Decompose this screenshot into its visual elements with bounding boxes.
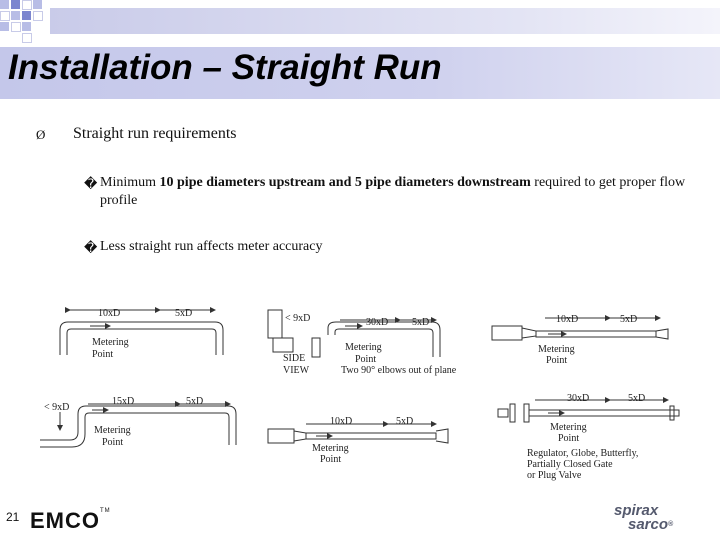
d6-upstream-label: 30xD bbox=[567, 393, 590, 404]
decor-square bbox=[22, 22, 31, 31]
sub-bullet-1-bold: 10 pipe diameters upstream and 5 pipe diameters downstream bbox=[159, 175, 531, 190]
d1-upstream-label: 10xD bbox=[98, 308, 121, 319]
emco-logo-text: EMCO bbox=[30, 508, 100, 533]
d3-metering-label: Metering bbox=[538, 344, 575, 355]
d2-elbow-label: < 9xD bbox=[285, 313, 311, 324]
spirax-sarco-logo bbox=[614, 504, 673, 532]
d1-downstream-label: 5xD bbox=[175, 308, 193, 319]
d6-note-2: Partially Closed Gate bbox=[527, 459, 613, 470]
d5-downstream-label: 5xD bbox=[396, 416, 414, 427]
emco-trademark: TM bbox=[100, 508, 111, 514]
d6-note-3: or Plug Valve bbox=[527, 470, 582, 481]
decor-square bbox=[22, 33, 32, 43]
spirax-logo-line1: spirax bbox=[614, 502, 659, 519]
d6-note-1: Regulator, Globe, Butterfly, bbox=[527, 448, 639, 459]
d2-view-label: VIEW bbox=[283, 365, 310, 376]
spirax-logo-line2: sarco bbox=[628, 516, 669, 533]
decor-square bbox=[0, 22, 9, 31]
decor-square bbox=[22, 11, 31, 20]
pipe-diagrams bbox=[0, 290, 720, 500]
d6-point-label: Point bbox=[558, 433, 580, 444]
d4-elbow-label: < 9xD bbox=[44, 402, 70, 413]
d1-point-label: Point bbox=[92, 349, 114, 360]
sub-bullet-1 bbox=[100, 174, 700, 210]
d4-upstream-label: 15xD bbox=[112, 396, 135, 407]
decor-square bbox=[0, 0, 9, 9]
checkbox-bullet-icon: � bbox=[84, 240, 98, 255]
sub-bullet-1-pre: Minimum bbox=[100, 175, 160, 190]
d2-upstream-label: 30xD bbox=[366, 317, 389, 328]
slide-title: Installation – Straight Run bbox=[8, 48, 442, 87]
d4-point-label: Point bbox=[102, 437, 124, 448]
spirax-registered: ® bbox=[668, 521, 674, 528]
title-top-band bbox=[50, 8, 720, 34]
d1-metering-label: Metering bbox=[92, 337, 129, 348]
decor-square bbox=[11, 22, 21, 32]
diagram-single-elbow bbox=[60, 310, 223, 355]
decor-square bbox=[33, 11, 43, 21]
d5-point-label: Point bbox=[320, 454, 342, 465]
decor-square bbox=[11, 11, 20, 20]
emco-logo bbox=[30, 508, 111, 534]
page-number: 21 bbox=[6, 510, 20, 524]
diagram-reducer bbox=[492, 318, 668, 340]
diagram-close-elbow bbox=[40, 404, 236, 447]
bullet-main-text: Straight run requirements bbox=[73, 125, 237, 142]
diagram-expander bbox=[268, 424, 448, 443]
decor-square bbox=[33, 0, 42, 9]
d2-metering-label: Metering bbox=[345, 342, 382, 353]
d2-downstream-label: 5xD bbox=[412, 317, 430, 328]
d2-point-label: Point bbox=[355, 354, 377, 365]
sub-bullet-2: Less straight run affects meter accuracy bbox=[100, 239, 323, 254]
sub-bullet-1-post: required to get proper flow profile bbox=[100, 175, 686, 208]
d3-point-label: Point bbox=[546, 355, 568, 366]
d3-upstream-label: 10xD bbox=[556, 314, 579, 325]
d6-downstream-label: 5xD bbox=[628, 393, 646, 404]
d4-metering-label: Metering bbox=[94, 425, 131, 436]
bullet-arrow-icon: Ø bbox=[36, 127, 46, 142]
d3-downstream-label: 5xD bbox=[620, 314, 638, 325]
d4-downstream-label: 5xD bbox=[186, 396, 204, 407]
checkbox-bullet-icon: � bbox=[84, 176, 98, 191]
d6-metering-label: Metering bbox=[550, 422, 587, 433]
decor-square bbox=[11, 0, 20, 9]
spirax-logo-line2-wrap bbox=[614, 518, 673, 532]
d5-upstream-label: 10xD bbox=[330, 416, 353, 427]
decor-square bbox=[0, 11, 10, 21]
d2-note: Two 90° elbows out of plane bbox=[341, 365, 457, 376]
d2-side-label: SIDE bbox=[283, 353, 306, 364]
d5-metering-label: Metering bbox=[312, 443, 349, 454]
decor-square bbox=[22, 0, 32, 10]
